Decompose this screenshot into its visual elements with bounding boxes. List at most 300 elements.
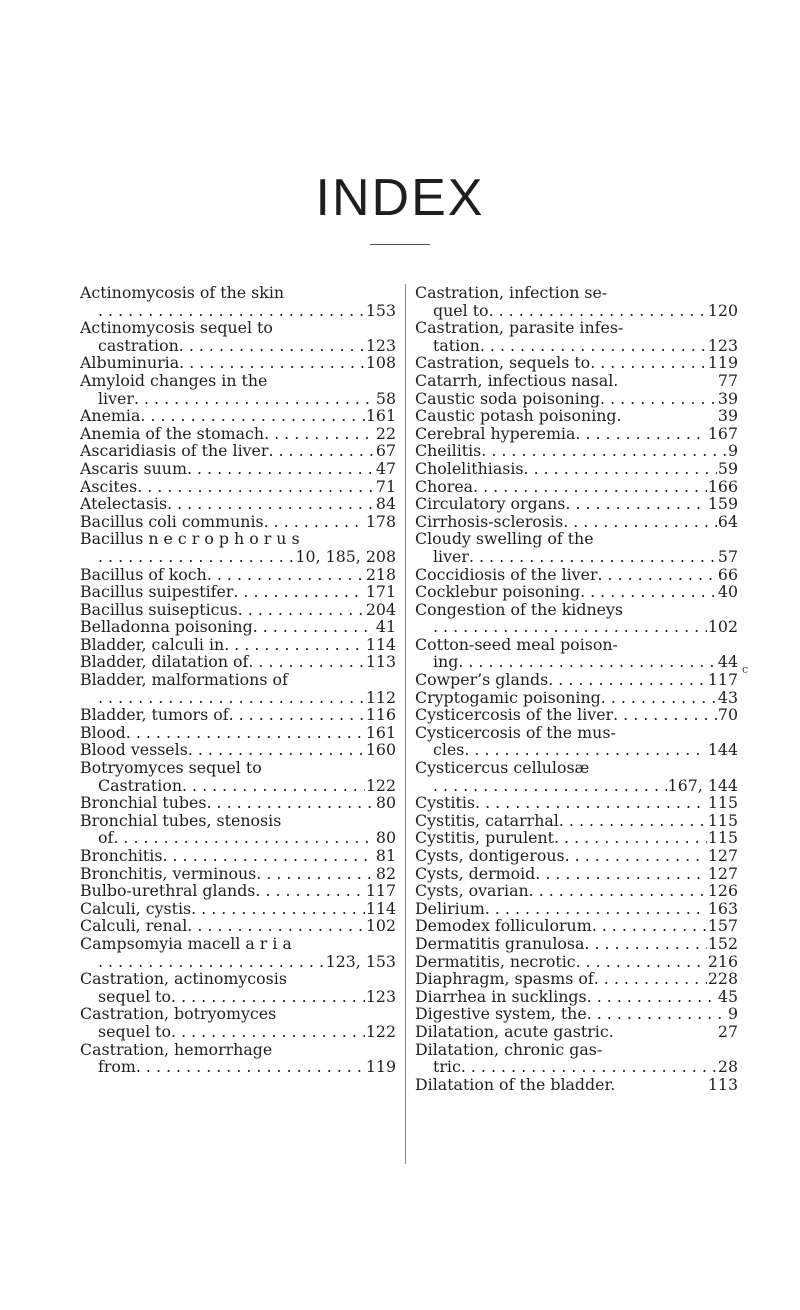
index-term: Bronchial tubes [80,793,207,813]
page-number: 216 [707,951,738,971]
index-term: Blood [80,722,126,742]
page-number: 163 [707,898,738,918]
index-column-right [415,284,738,1093]
index-term: Cystitis [415,793,476,813]
index-entry [80,566,396,584]
dot-leader [187,460,375,478]
index-entry-line [80,935,396,953]
dot-leader [433,777,667,795]
index-entry [415,460,738,478]
index-term: Diarrhea in sucklings [415,986,587,1006]
margin-mark: c [742,663,749,676]
index-term: Dilatation of the bladder. [415,1074,616,1094]
dot-leader [182,777,365,795]
index-entry [80,759,396,794]
page-number: 161 [365,406,396,426]
index-entry-line [415,671,738,689]
index-entry-line [415,917,738,935]
index-term: Caustic soda poisoning [415,388,601,408]
index-term: Diaphragm, spasms of [415,969,594,989]
page-number: 102 [707,617,738,637]
page-number: 178 [365,511,396,531]
index-term: Caustic potash poisoning. [415,406,622,426]
dot-leader [475,794,707,812]
index-entry-line [415,407,738,425]
index-entry [80,583,396,601]
index-entry-line [415,953,738,971]
index-entry-line [80,970,396,988]
page-number: 117 [365,881,396,901]
index-entry [80,917,396,935]
index-term: Campsomyia macell a r i a [80,933,292,953]
index-entry [415,900,738,918]
dot-leader [535,865,707,883]
index-entry [415,935,738,953]
page-number: 28 [717,1057,738,1077]
dot-leader [162,847,374,865]
index-entry [80,284,396,319]
dot-leader [207,566,365,584]
index-entry-line [415,319,738,337]
index-entry [415,583,738,601]
page-number: 167, 144 [667,775,738,795]
index-term: Bladder, calculi in [80,634,225,654]
index-entry-line [80,372,396,390]
page-number: 120 [707,300,738,320]
index-entry [80,530,396,565]
dot-leader [126,724,365,742]
index-term: Cysts, dontigerous [415,846,565,865]
index-term: sequel to [98,1021,172,1041]
index-entry-line [415,478,738,496]
index-entry [415,970,738,988]
dot-leader [559,812,707,830]
index-entry [80,741,396,759]
index-entry [80,900,396,918]
index-entry [80,935,396,970]
dot-leader [140,407,364,425]
index-entry-line [80,653,396,671]
dot-leader [576,953,707,971]
dot-leader [253,618,375,636]
index-entry-line [80,566,396,584]
index-entry [415,759,738,794]
index-entry-line [80,460,396,478]
index-entry-line [80,741,396,759]
index-term: Castration, parasite infes- [415,318,624,338]
dot-leader [268,442,374,460]
index-entry [415,530,738,565]
index-entry-line [80,917,396,935]
index-entry-line [415,759,738,777]
index-term: Amyloid changes in the [80,370,268,390]
index-entry [415,1041,738,1076]
dot-leader [137,478,375,496]
dot-leader [238,601,365,619]
index-term: Castration, infection se- [415,283,608,302]
index-entry-line [415,583,738,601]
index-term: Digestive system, the [415,1004,587,1024]
index-entry-line [415,390,738,408]
index-term: Cloudy swelling of the [415,529,594,549]
index-term: Castration, hemorrhage [80,1039,273,1059]
index-entry [415,495,738,513]
index-entry [415,847,738,865]
page-number: 157 [707,916,738,936]
page-number: 161 [365,722,396,742]
index-entry [80,706,396,724]
index-entry [80,671,396,706]
dot-leader [563,513,717,531]
index-entry-line [415,548,738,566]
index-entry-line [80,777,396,795]
index-term: Coccidiosis of the liver [415,564,598,584]
index-entry-line [80,495,396,513]
index-entry [80,618,396,636]
index-entry [415,724,738,759]
index-term: Anemia of the stomach [80,423,265,443]
page-number: 166 [707,476,738,496]
index-term: cles [433,740,465,760]
index-term: Blood vessels [80,740,188,760]
page-number: 71 [375,476,396,496]
index-entry [80,513,396,531]
index-entry [415,1076,738,1094]
dot-leader [233,583,364,601]
index-entry [415,513,738,531]
index-term: Castration, sequels to [415,353,591,373]
index-entry [415,689,738,707]
dot-leader [481,442,727,460]
page-number: 159 [707,494,738,514]
dot-leader [594,970,707,988]
index-term: Anemia [80,406,141,426]
page-number: 84 [375,494,396,514]
index-entry [80,478,396,496]
index-term: Bronchial tubes, stenosis [80,810,282,830]
index-entry-line [80,425,396,443]
index-term: Cowper’s glands [415,670,549,690]
page-number: 115 [707,810,738,830]
index-entry-line [80,1058,396,1076]
page-number: 41 [375,617,396,637]
page-number: 123 [365,335,396,355]
index-term: of [98,828,114,848]
page-number: 112 [365,687,396,707]
index-entry-line [80,548,396,566]
page-number: 40 [717,582,738,602]
index-entry [80,442,396,460]
index-entry-line [415,636,738,654]
page-number: 66 [717,564,738,584]
page-number: 43 [717,687,738,707]
index-entry-line [80,583,396,601]
index-term: Bladder, dilatation of [80,652,249,672]
index-entry [80,319,396,354]
index-term: Cocklebur poisoning [415,582,581,602]
index-entry-line [80,478,396,496]
index-term: Cotton-seed meal poison- [415,634,618,654]
index-entry [415,425,738,443]
index-entry [80,882,396,900]
index-entry [415,671,738,689]
page-number: 114 [365,634,396,654]
index-entry-line [80,794,396,812]
index-term: Albuminuria [80,353,180,373]
index-entry-line [415,865,738,883]
page-number: 10, 185, 208 [295,546,396,566]
dot-leader [136,1058,365,1076]
index-entry [415,953,738,971]
page-number: 144 [707,740,738,760]
page-number: 27 [717,1021,738,1041]
dot-leader [256,865,375,883]
index-entry [415,917,738,935]
index-entry-line [415,566,738,584]
index-entry-line [415,1058,738,1076]
dot-leader [584,935,706,953]
index-entry-line [80,759,396,777]
index-term: tation [433,335,480,355]
index-entry-line [80,407,396,425]
dot-leader [171,1023,365,1041]
dot-leader [98,302,365,320]
index-entry-line [80,671,396,689]
dot-leader [529,882,707,900]
page-number: 80 [375,793,396,813]
index-entry-line [80,988,396,1006]
dot-leader [98,953,325,971]
dot-leader [187,917,365,935]
dot-leader [171,988,365,1006]
index-entry-line [415,337,738,355]
index-entry [415,478,738,496]
index-entry-line [415,900,738,918]
index-entry-line [80,390,396,408]
index-term: Castration, actinomycosis [80,969,287,989]
index-entry-line [415,847,738,865]
index-entry [415,390,738,408]
index-entry-line [415,618,738,636]
dot-leader [264,513,365,531]
title-rule [370,244,430,245]
index-entry-line [80,882,396,900]
dot-leader [601,689,717,707]
page-number: 228 [707,969,738,989]
index-entry [80,812,396,847]
index-entry-line [415,460,738,478]
index-entry-line [80,689,396,707]
index-term: Castration, botryomyces [80,1004,277,1024]
page-number: 123 [365,986,396,1006]
index-entry-line [415,495,738,513]
index-entry-line [80,601,396,619]
index-entry [80,460,396,478]
dot-leader [191,900,365,918]
dot-leader [587,1005,727,1023]
index-entry [80,372,396,407]
index-entry [415,794,738,812]
index-term: Cirrhosis-sclerosis [415,511,564,531]
index-entry [415,284,738,319]
index-entry [415,372,738,390]
index-term: Cysticercosis of the liver [415,705,614,725]
index-entry [415,636,738,671]
dot-leader [613,706,717,724]
dot-leader [264,425,375,443]
page-number: 116 [365,705,396,725]
index-entry-line [80,829,396,847]
page-number: 64 [717,511,738,531]
index-entry-line [80,812,396,830]
page-number: 127 [707,863,738,883]
index-entry [80,636,396,654]
index-term: Bronchitis, verminous [80,863,257,883]
page-number: 126 [707,881,738,901]
index-term: Dilatation, chronic gas- [415,1039,603,1059]
index-entry-line [415,1005,738,1023]
index-term: Ascaris suum [80,458,187,478]
index-term: liver [98,388,134,408]
index-term: Actinomycosis of the skin [80,283,285,302]
page-number: 9 [727,441,738,461]
index-term: Delirium [415,898,485,918]
page-number: 171 [365,582,396,602]
index-term: Actinomycosis sequel to [80,318,273,338]
page-number: 113 [707,1074,738,1094]
page-number: 114 [365,898,396,918]
dot-leader [167,495,375,513]
index-term: Botryomyces sequel to [80,758,262,778]
dot-leader [489,302,707,320]
page-number: 39 [717,406,738,426]
index-term: Belladonna poisoning [80,617,253,637]
index-term: Castration [98,775,183,795]
index-entry [80,425,396,443]
dot-leader [598,566,717,584]
index-entry [415,407,738,425]
index-term: Dilatation, acute gastric. [415,1021,614,1041]
dot-leader [113,829,375,847]
dot-leader [207,794,375,812]
index-entry-line [80,284,396,302]
dot-leader [485,900,707,918]
index-entry-line [415,284,738,302]
index-term: Bladder, tumors of [80,705,229,725]
page-number: 119 [365,1057,396,1077]
index-term: Dermatitis, necrotic [415,951,576,971]
index-entry-line [80,618,396,636]
index-entry [80,1005,396,1040]
index-entry-line [80,865,396,883]
index-term: Cystitis, purulent [415,828,555,848]
page-number: 22 [375,423,396,443]
dot-leader [480,337,707,355]
index-entry-line [415,653,738,671]
index-entry-line [80,442,396,460]
index-entry [80,794,396,812]
index-entry-line [415,530,738,548]
index-entry-line [80,1023,396,1041]
index-entry-line [415,601,738,619]
index-entry-line [80,302,396,320]
index-entry [415,319,738,354]
page-number: 108 [365,353,396,373]
index-term: Cheilitis [415,441,482,461]
dot-leader [98,689,365,707]
page-number: 160 [365,740,396,760]
index-entry [415,566,738,584]
page-number: 204 [365,599,396,619]
dot-leader [548,671,707,689]
index-entry-line [415,1076,738,1094]
index-entry-line [80,513,396,531]
index-term: Cysticercus cellulosæ [415,758,590,778]
index-entry-line [415,970,738,988]
index-entry-line [415,812,738,830]
dot-leader [554,829,707,847]
index-entry-line [80,847,396,865]
index-term: Dermatitis granulosa [415,933,585,953]
index-entry-line [415,689,738,707]
dot-leader [580,583,717,601]
index-entry-line [415,988,738,1006]
dot-leader [255,882,364,900]
index-entry-line [415,829,738,847]
index-entry-line [80,1041,396,1059]
index-term: Congestion of the kidneys [415,599,624,619]
index-term: Bacillus n e c r o p h o r u s [80,529,300,549]
index-entry-line [415,741,738,759]
dot-leader [179,337,365,355]
index-entry [80,970,396,1005]
index-term: Bacillus suisepticus [80,599,238,619]
index-entry-line [415,706,738,724]
index-entry-line [415,372,738,390]
index-entry [415,865,738,883]
index-entry [80,601,396,619]
index-entry [80,724,396,742]
index-entry-line [80,1005,396,1023]
dot-leader [473,478,707,496]
index-entry-line [80,900,396,918]
index-term: ing [433,652,459,672]
dot-leader [524,460,717,478]
index-entry [80,1041,396,1076]
index-term: tric [433,1057,461,1077]
index-term: Circulatory organs [415,494,566,514]
index-entry [415,988,738,1006]
index-entry [80,865,396,883]
index-term: Bacillus suipestifer [80,582,234,602]
page-number: 113 [365,652,396,672]
index-term: Bulbo-urethral glands [80,881,256,901]
dot-leader [587,988,717,1006]
dot-leader [469,548,717,566]
index-term: Calculi, renal [80,916,188,936]
page-number: 102 [365,916,396,936]
index-term: Cysticercosis of the mus- [415,722,616,742]
dot-leader [134,390,375,408]
index-term: Bacillus of koch [80,564,207,584]
index-term: castration [98,335,179,355]
index-term: Ascites [80,476,138,496]
index-entry-line [80,337,396,355]
index-term: Bladder, malformations of [80,670,288,690]
index-entry-line [415,777,738,795]
index-column-left [80,284,396,1076]
index-entry [415,1005,738,1023]
